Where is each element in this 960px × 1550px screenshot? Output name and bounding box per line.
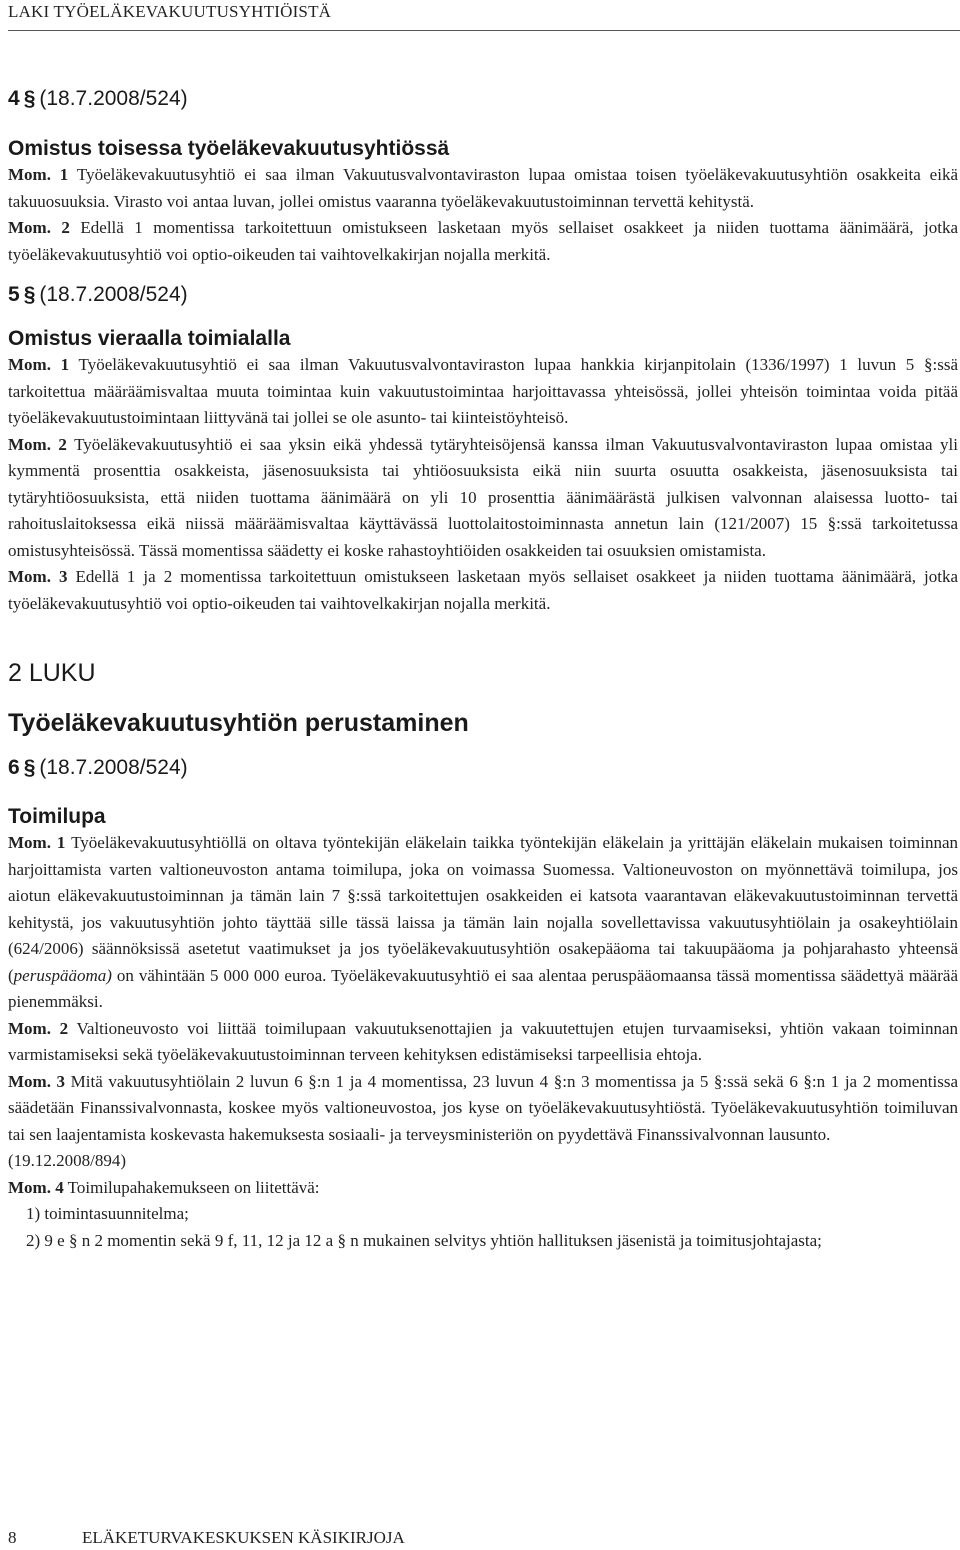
section-number: 5 bbox=[8, 283, 20, 306]
list-item: 1) toimintasuunnitelma; bbox=[26, 1204, 189, 1223]
section-6-mom-1 bbox=[8, 830, 958, 1016]
mom-label: Mom. 1 bbox=[8, 833, 66, 852]
mom-text: Valtioneuvosto voi liittää toimilupaan vakuutuksenottajien ja vakuutettujen etujen turvaamiseksi, yhtiön vakaan toiminnan varmistamiseksi sekä työeläkevakuutustoiminnan terveen kehityksen edistämiseksi tarpeellisia ehtoja. bbox=[8, 1018, 958, 1064]
section-6-mom-4 bbox=[8, 1175, 958, 1202]
section-ref: (18.7.2008/524) bbox=[39, 756, 188, 779]
section-6-heading bbox=[8, 753, 958, 783]
mom-text: Toimilupahakemukseen on liitettävä: bbox=[67, 1177, 320, 1197]
mom-text: Työeläkevakuutusyhtiö ei saa yksin eikä yhdessä tytäryhteisöjensä kanssa ilman Vakuutusvalvontaviraston lupaa omistaa yli kymmentä prosenttia osakkeista, jäsenosuuksista tai yhtiöosuuksista eikä niin suurta osuutta osakkeista, jäsenosuuksista tai tytäryhtiöosuuksista, että niiden tuottama äänimäärä on yli 10 prosenttia äänimäärästä julkisen valvonnan alaisessa luotto- tai rahoituslaitoksessa eikä niissä määräämisvaltaa käyttävässä luottolaitostoiminnasta annetun lain (121/2007) 15 §:ssä tarkoitetussa omistusyhteisössä. Tässä momentissa säädetty ei koske rahastoyhtiöiden osakkeiden tai osuuksien omistamista. bbox=[8, 434, 958, 560]
list-item: 2) 9 e § n 2 momentin sekä 9 f, 11, 12 ja 12 a § n mukainen selvitys yhtiön hallituksen jäsenistä ja toimitusjohtajasta; bbox=[26, 1230, 822, 1250]
section-4-mom-1 bbox=[8, 162, 958, 215]
mom-label: Mom. 1 bbox=[8, 355, 70, 374]
section-5-heading bbox=[8, 280, 958, 310]
mom-label: Mom. 2 bbox=[8, 1018, 69, 1038]
section-6-mom-2 bbox=[8, 1016, 958, 1069]
section-number: 4 bbox=[8, 87, 20, 110]
mom-text: Mitä vakuutusyhtiölain 2 luvun 6 §:n 1 ja 4 momentissa, 23 luvun 4 §:n 3 momentissa ja 5 §:ssä sekä 6 §:n 1 ja 2 momentissa säädetään Finanssivalvonnasta, koskee myös valtioneuvostoa, jos kyse on työeläkevakuutusyhtiöstä. Työeläkevakuutusyhtiön toimiluvan tai sen laajentamista koskevasta hakemuksesta sosiaali- ja terveysministeriön on pyydettävä Finanssivalvonnan lausunto. bbox=[8, 1071, 959, 1144]
page-footer bbox=[8, 1528, 405, 1548]
mom-text: Työeläkevakuutusyhtiö ei saa ilman Vakuutusvalvontaviraston lupaa hankkia kirjanpitolain (1336/1997) 1 luvun 5 §:ssä tarkoitettua määräämisvaltaa muuta toimintaa kuin vakuutustoimintaa harjoittavassa yhteisössä, jollei yhteisön toimintaa voida pitää työeläkevakuutustoimintaan liittyvänä tai jollei se ole asunto- tai kiinteistöyhteisö. bbox=[8, 355, 958, 427]
chapter-label: 2 LUKU bbox=[8, 659, 96, 687]
page-number: 8 bbox=[8, 1528, 17, 1547]
section-ref: (18.7.2008/524) bbox=[39, 87, 188, 110]
publication-name: ELÄKETURVAKESKUKSEN KÄSIKIRJOJA bbox=[82, 1528, 405, 1547]
document-body bbox=[8, 84, 958, 1254]
section-ref: (18.7.2008/524) bbox=[39, 283, 188, 306]
mom-text: Edellä 1 ja 2 momentissa tarkoitettuun omistukseen lasketaan myös sellaiset osakkeet ja niiden tuottama äänimäärä, jotka työeläkevakuutusyhtiö voi optio-oikeuden tai vaihtovelkakirjan nojalla merkitä. bbox=[8, 567, 958, 613]
section-6-mom-3 bbox=[8, 1069, 958, 1149]
header-rule bbox=[8, 30, 960, 31]
mom-label: Mom. 2 bbox=[8, 434, 67, 454]
chapter-title: Työeläkevakuutusyhtiön perustaminen bbox=[8, 709, 469, 737]
mom-text: Työeläkevakuutusyhtiö ei saa ilman Vakuutusvalvontaviraston lupaa omistaa toisen työeläkevakuutusyhtiön osakkeita eikä takuuosuuksia. Virasto voi antaa luvan, jollei omistus vaaranna työeläkevakuutustoiminnan tervettä kehitystä. bbox=[8, 165, 958, 211]
section-5-mom-2 bbox=[8, 432, 958, 565]
mom-label: Mom. 2 bbox=[8, 218, 70, 237]
section-4-mom-2 bbox=[8, 215, 958, 268]
mom-text: on vähintään 5 000 000 euroa. Työeläkevakuutusyhtiö ei saa alentaa peruspääomaansa tässä momentissa säädettyä määrää pienemmäksi. bbox=[8, 965, 958, 1011]
section-4-heading bbox=[8, 84, 958, 114]
running-head: LAKI TYÖELÄKEVAKUUTUSYHTIÖISTÄ bbox=[8, 2, 332, 21]
section-6-title: Toimilupa bbox=[8, 805, 106, 828]
section-number: 6 bbox=[8, 756, 20, 779]
mom-label: Mom. 4 bbox=[8, 1177, 64, 1197]
section-symbol: § bbox=[23, 756, 36, 779]
mom-label: Mom. 1 bbox=[8, 165, 69, 184]
amendment-ref: (19.12.2008/894) bbox=[8, 1151, 127, 1170]
defined-term: peruspääoma) bbox=[13, 965, 112, 985]
mom-label: Mom. 3 bbox=[8, 567, 68, 586]
section-5-mom-1 bbox=[8, 352, 958, 432]
section-5-title: Omistus vieraalla toimialalla bbox=[8, 327, 291, 350]
section-5-mom-3 bbox=[8, 564, 958, 617]
mom-text: Työeläkevakuutusyhtiöllä on oltava työntekijän eläkelain taikka työntekijän eläkelain ja yrittäjän eläkelain mukaisen toiminnan harjoittamista varten valtioneuvoston antama toimilupa, joka on voimassa Suomessa. Valtioneuvoston on myönnettävä toimilupa, jos aiotun eläkevakuutustoiminnan ja tämän lain 7 §:ssä tarkoitettujen osakkeiden ei katsota vaarantavan eläkevakuutustoiminnan tervettä kehitystä, jos vakuutusyhtiön johto täyttää sille tässä laissa ja tämän lain nojalla sovellettavissa vakuutusyhtiölain ja osakeyhtiölain (624/2006) säännöksissä asetetut vaatimukset ja jos työeläkevakuutusyhtiön osakepääoma tai takuupääoma ja pohjarahasto yhteensä ( bbox=[8, 833, 958, 985]
section-symbol: § bbox=[23, 87, 36, 110]
mom-label: Mom. 3 bbox=[8, 1071, 66, 1091]
mom-text: Edellä 1 momentissa tarkoitettuun omistukseen lasketaan myös sellaiset osakkeet ja niiden tuottama äänimäärä, jotka työeläkevakuutusyhtiö voi optio-oikeuden tai vaihtovelkakirjan nojalla merkitä. bbox=[8, 218, 958, 264]
section-symbol: § bbox=[23, 283, 36, 306]
section-4-title: Omistus toisessa työeläkevakuutusyhtiössä bbox=[8, 137, 450, 160]
